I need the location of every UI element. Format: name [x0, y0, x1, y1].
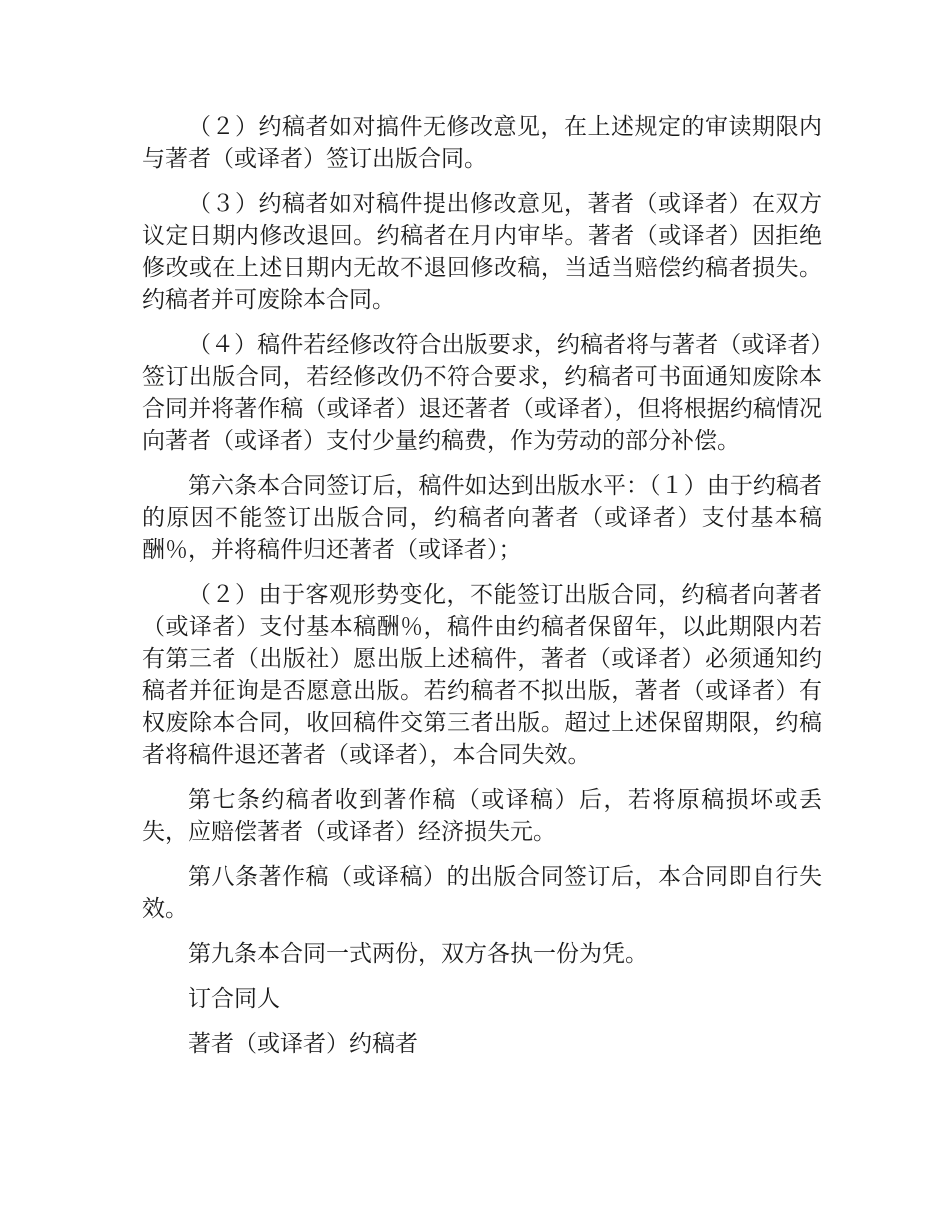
signatories-heading: 订合同人	[188, 986, 280, 1012]
paragraph-article-7: 第七条约稿者收到著作稿（或译稿）后，若将原稿损坏或丢失，应赔偿著者（或译者）经济损失元。	[142, 787, 822, 845]
paragraph-article-6-item-2: （２）由于客观形势变化，不能签订出版合同，约稿者向著者（或译者）支付基本稿酬％，稿件由约稿者保留年，以此期限内若有第三者（出版社）愿出版上述稿件，著者（或译者）必须通知约稿者并征询是否愿意出版。若约稿者不拟出版，著者（或译者）有权废除本合同，收回稿件交第三者出版。超过上述保留期限，约稿者将稿件退还著者（或译者），本合同失效。	[142, 582, 822, 768]
paragraph-clause-3: （３）约稿者如对稿件提出修改意见，著者（或译者）在双方议定日期内修改退回。约稿者在月内审毕。著者（或译者）因拒绝修改或在上述日期内无故不退回修改稿，当适当赔偿约稿者损失。约稿者并可废除本合同。	[142, 191, 822, 313]
paragraph-clause-4: （４）稿件若经修改符合出版要求，约稿者将与著者（或译者）签订出版合同，若经修改仍不符合要求，约稿者可书面通知废除本合同并将著作稿（或译者）退还著者（或译者），但将根据约稿情况向著者（或译者）支付少量约稿费，作为劳动的部分补偿。	[142, 332, 822, 454]
signatories-line: 著者（或译者）约稿者	[188, 1031, 418, 1057]
document-body	[142, 111, 822, 1060]
paragraph-clause-2: （２）约稿者如对搞件无修改意见，在上述规定的审读期限内与著者（或译者）签订出版合同。	[142, 114, 822, 172]
paragraph-article-8: 第八条著作稿（或译稿）的出版合同签订后，本合同即自行失效。	[142, 864, 822, 922]
paragraph-article-6: 第六条本合同签订后，稿件如达到出版水平：（１）由于约稿者的原因不能签订出版合同，约稿者向著者（或译者）支付基本稿酬％，并将稿件归还著者（或译者）；	[142, 473, 822, 563]
paragraph-article-9: 第九条本合同一式两份，双方各执一份为凭。	[188, 941, 648, 967]
